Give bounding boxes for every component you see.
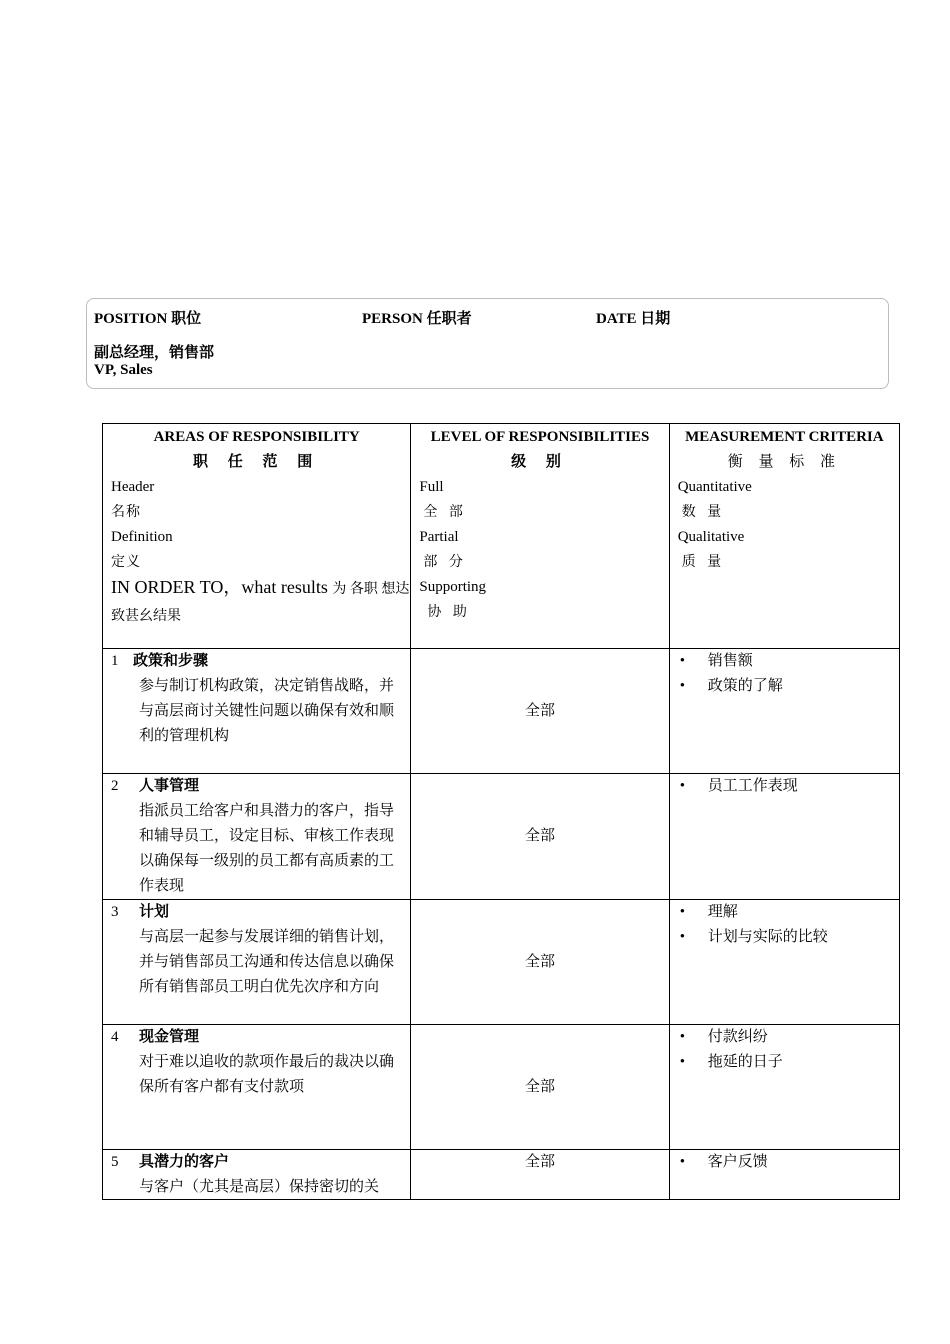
- criteria-cell: [669, 900, 899, 1025]
- criteria-column-title: MEASUREMENT CRITERIA: [685, 429, 884, 445]
- date-label: DATE 日期: [596, 311, 671, 327]
- level-value: 全部: [525, 953, 556, 970]
- table-header-row: [103, 424, 900, 649]
- criteria-quantitative: Quantitative: [677, 479, 752, 495]
- level-cell: [411, 649, 669, 774]
- position-info-box: [86, 298, 889, 389]
- area-description: 指派员工给客户和具潜力的客户，指导和辅导员工，设定目标、审核工作表现以确保每一级别的员工都有高质素的工作表现: [139, 803, 395, 894]
- level-value: 全部: [525, 828, 556, 844]
- area-cell: [103, 774, 411, 900]
- legend-in-order-to-zh: 为 各职 想达致甚幺结果: [111, 582, 410, 624]
- criteria-qualitative-zh: 质 量: [681, 555, 726, 570]
- level-partial: Partial: [419, 529, 459, 545]
- legend-definition-zh: 定义: [111, 555, 141, 570]
- criteria-cell: [669, 649, 899, 774]
- area-description: 参与制订机构政策，决定销售战略，并与高层商讨关键性问题以确保有效和顺利的管理机构: [139, 678, 395, 744]
- position-value-en: VP, Sales: [94, 362, 153, 378]
- criteria-list: [670, 649, 899, 699]
- level-supporting: Supporting: [419, 579, 487, 595]
- area-description: 对于难以追收的款项作最后的裁决以确保所有客户都有支付款项: [139, 1054, 395, 1095]
- level-cell: [411, 1150, 669, 1200]
- levels-column-title: LEVEL OF RESPONSIBILITIES: [430, 429, 650, 445]
- area-number: 1: [111, 653, 119, 669]
- table-row: [103, 774, 900, 900]
- area-title: 具潜力的客户: [139, 1154, 230, 1170]
- criteria-item: • 付款纠纷: [680, 1025, 899, 1050]
- criteria-list: [670, 774, 899, 799]
- area-cell: [103, 1025, 411, 1150]
- criteria-cell: [669, 1025, 899, 1150]
- area-cell: [103, 649, 411, 774]
- level-cell: [411, 900, 669, 1025]
- area-cell: [103, 1150, 411, 1200]
- level-value: 全部: [525, 1078, 556, 1095]
- person-label: PERSON 任职者: [362, 311, 472, 327]
- area-description: 与高层一起参与发展详细的销售计划，并与销售部员工沟通和传达信息以确保所有销售部员工明白优先次序和方向: [139, 929, 395, 995]
- criteria-list: [670, 900, 899, 950]
- areas-column-title: AREAS OF RESPONSIBILITY: [153, 429, 360, 445]
- table-row: [103, 1150, 900, 1200]
- area-title: 现金管理: [139, 1029, 200, 1045]
- criteria-cell: [669, 774, 899, 900]
- legend-header-zh: 名称: [111, 505, 141, 520]
- criteria-item: • 员工工作表现: [680, 774, 899, 799]
- criteria-quantitative-zh: 数 量: [681, 505, 726, 520]
- legend-in-order-to: [103, 575, 410, 629]
- criteria-item: • 销售额: [680, 649, 899, 674]
- level-full-zh: 全 部: [423, 505, 467, 520]
- criteria-list: [670, 1025, 899, 1075]
- table-row: [103, 900, 900, 1025]
- level-value: 全部: [525, 702, 556, 719]
- responsibility-table: [102, 423, 900, 1200]
- level-partial-zh: 部 分: [423, 555, 467, 570]
- position-label: POSITION 职位: [94, 311, 202, 327]
- level-full: Full: [419, 479, 444, 495]
- area-number: 2: [111, 778, 119, 794]
- table-row: [103, 649, 900, 774]
- table-row: [103, 1025, 900, 1150]
- position-value-zh: 副总经理，销售部: [94, 345, 215, 361]
- levels-column-title-zh: 级 别: [511, 454, 569, 470]
- level-value: 全部: [525, 1154, 556, 1170]
- level-supporting-zh: 协 助: [427, 605, 471, 620]
- criteria-item: • 计划与实际的比较: [680, 925, 899, 950]
- levels-header-cell: [411, 424, 669, 649]
- criteria-item: • 客户反馈: [680, 1150, 899, 1175]
- legend-header: Header: [111, 479, 155, 495]
- area-title: 政策和步骤: [133, 653, 209, 669]
- areas-column-title-zh: 职 任 范 围: [193, 454, 321, 470]
- area-number: 3: [111, 904, 119, 920]
- area-cell: [103, 900, 411, 1025]
- areas-header-cell: [103, 424, 411, 649]
- legend-in-order-to-en: IN ORDER TO，what results: [111, 577, 328, 597]
- area-title: 计划: [139, 904, 170, 920]
- criteria-item: • 政策的了解: [680, 674, 899, 699]
- area-description: 与客户（尤其是高层）保持密切的关: [139, 1179, 380, 1195]
- level-cell: [411, 1025, 669, 1150]
- level-cell: [411, 774, 669, 900]
- criteria-list: [670, 1150, 899, 1175]
- area-number: 5: [111, 1154, 119, 1170]
- area-title: 人事管理: [139, 778, 200, 794]
- criteria-qualitative: Qualitative: [677, 529, 745, 545]
- criteria-column-title-zh: 衡 量 标 准: [727, 454, 841, 470]
- criteria-header-cell: [669, 424, 899, 649]
- legend-definition: Definition: [111, 529, 173, 545]
- area-number: 4: [111, 1029, 119, 1045]
- criteria-item: • 拖延的日子: [680, 1050, 899, 1075]
- criteria-cell: [669, 1150, 899, 1200]
- criteria-item: • 理解: [680, 900, 899, 925]
